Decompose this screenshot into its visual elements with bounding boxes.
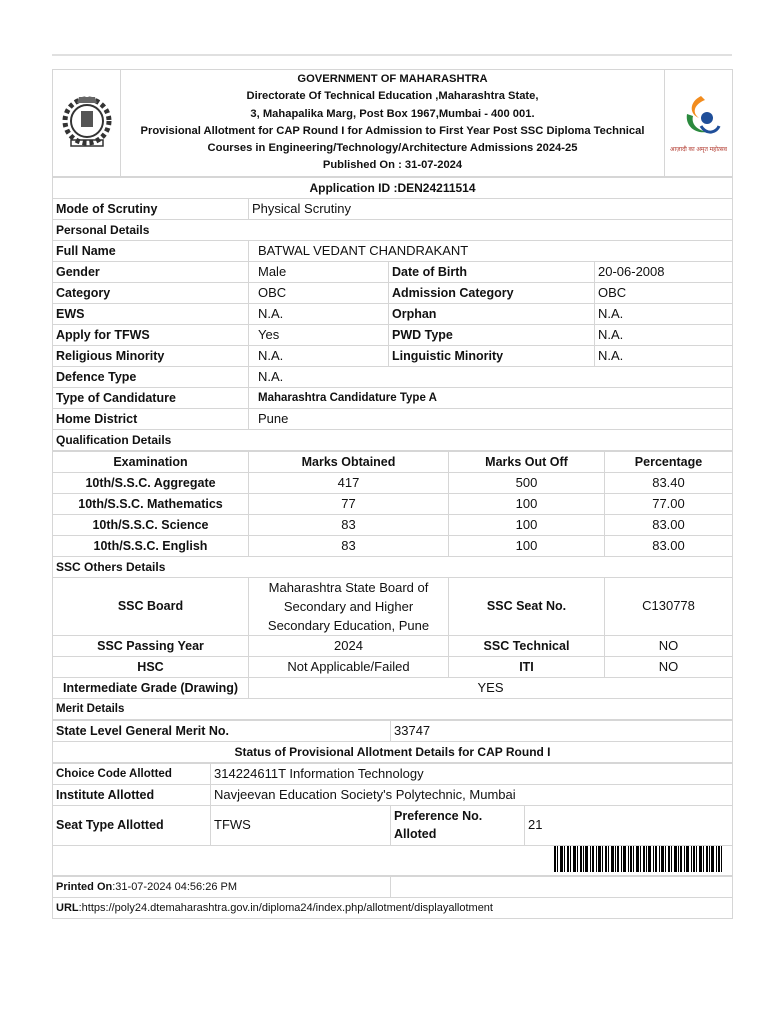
header-text [121,70,664,176]
marks-out-off: 100 [449,493,605,514]
pwd-value: N.A. [595,324,733,345]
marks-obtained: 83 [249,535,449,556]
url-value[interactable]: :https://poly24.dtemaharashtra.gov.in/diploma24/index.php/allotment/displayallotment [78,901,493,914]
linguistic-minority-label: Linguistic Minority [389,345,595,366]
admission-category-label: Admission Category [389,282,595,303]
url-label: URL [56,901,79,914]
page-url [53,897,733,918]
candidature-label: Type of Candidature [53,387,249,408]
merit-label: State Level General Merit No. [53,720,391,741]
table-row [53,514,733,535]
col-examination: Examination [53,451,249,472]
header-line-5: Courses in Engineering/Technology/Architecture Admissions 2024-25 [207,142,578,155]
merit-table [52,720,733,763]
percentage: 83.40 [605,472,733,493]
ssc-others-title: SSC Others Details [53,556,733,577]
preference-value: 21 [525,805,733,845]
ssc-board-label: SSC Board [53,577,249,635]
exam-name: 10th/S.S.C. Mathematics [53,493,249,514]
barcode-graphic [554,846,722,872]
header-line-2: Directorate Of Technical Education ,Maharashtra State, [246,90,539,103]
tfws-label: Apply for TFWS [53,324,249,345]
qualification-table [52,451,733,720]
amrit-mahotsav-icon [671,92,727,144]
header-line-6: Published On : 31-07-2024 [322,159,463,172]
defence-type-label: Defence Type [53,366,249,387]
ssc-seat-value: C130778 [605,577,733,635]
hsc-value: Not Applicable/Failed [249,656,449,677]
full-name-label: Full Name [53,240,249,261]
percentage: 77.00 [605,493,733,514]
footer-table [52,876,733,919]
exam-name: 10th/S.S.C. Science [53,514,249,535]
category-label: Category [53,282,249,303]
header-line-4: Provisional Allotment for CAP Round I for Admission to First Year Post SSC Diploma Technical [140,124,645,137]
choice-code-label: Choice Code Allotted [53,763,211,784]
ews-value: N.A. [249,303,389,324]
defence-type-value: N.A. [249,366,733,387]
percentage: 83.00 [605,535,733,556]
full-name-value: BATWAL VEDANT CHANDRAKANT [249,240,733,261]
printed-on [53,876,391,897]
drawing-label: Intermediate Grade (Drawing) [53,677,249,698]
amrit-mahotsav-logo [665,70,733,177]
personal-table [52,177,733,451]
ssc-seat-label: SSC Seat No. [449,577,605,635]
ssc-technical-value: NO [605,635,733,656]
gender-label: Gender [53,261,249,282]
col-marks-obtained: Marks Obtained [249,451,449,472]
dob-label: Date of Birth [389,261,595,282]
header-line-3: 3, Mahapalika Marg, Post Box 1967,Mumbai - 400 001. [250,107,535,120]
candidature-value: Maharashtra Candidature Type A [249,387,733,408]
header-line-1: GOVERNMENT OF MAHARASHTRA [297,73,488,85]
marks-out-off: 500 [449,472,605,493]
table-row [53,535,733,556]
col-marks-out-off: Marks Out Off [449,451,605,472]
religious-minority-label: Religious Minority [53,345,249,366]
exam-name: 10th/S.S.C. English [53,535,249,556]
choice-code-value: 314224611T Information Technology [211,763,733,784]
seat-type-label: Seat Type Allotted [53,805,211,845]
ssc-board-value: Maharashtra State Board of Secondary and Higher Secondary Education, Pune [249,577,449,635]
institute-value: Navjeevan Education Society's Polytechnic, Mumbai [211,784,733,805]
merit-details-title: Merit Details [53,698,733,719]
header-table [52,69,733,177]
iti-value: NO [605,656,733,677]
home-district-label: Home District [53,408,249,429]
orphan-label: Orphan [389,303,595,324]
footer-empty-cell [391,876,733,897]
barcode-cell [53,845,733,875]
home-district-value: Pune [249,408,733,429]
table-row [53,493,733,514]
col-percentage: Percentage [605,451,733,472]
marks-obtained: 83 [249,514,449,535]
dte-emblem-logo [53,70,121,177]
barcode-icon [53,846,732,874]
marks-obtained: 417 [249,472,449,493]
printed-on-label: Printed On [56,880,113,893]
table-row [53,472,733,493]
drawing-value: YES [249,677,733,698]
amrit-logo-text: आज़ादी का अमृत महोत्सव [669,146,728,153]
allotment-title: Status of Provisional Allotment Details for CAP Round I [53,741,733,762]
linguistic-minority-value: N.A. [595,345,733,366]
gear-emblem-icon [57,91,117,151]
exam-name: 10th/S.S.C. Aggregate [53,472,249,493]
marks-obtained: 77 [249,493,449,514]
ssc-year-value: 2024 [249,635,449,656]
orphan-value: N.A. [595,303,733,324]
mode-of-scrutiny-label: Mode of Scrutiny [53,198,249,219]
preference-label: Preference No. Alloted [391,805,525,845]
tfws-value: Yes [249,324,389,345]
admission-category-value: OBC [595,282,733,303]
hsc-label: HSC [53,656,249,677]
mode-of-scrutiny-value: Physical Scrutiny [249,198,733,219]
top-divider [52,54,732,56]
ssc-technical-label: SSC Technical [449,635,605,656]
marks-out-off: 100 [449,535,605,556]
ssc-year-label: SSC Passing Year [53,635,249,656]
seat-type-value: TFWS [211,805,391,845]
qualification-details-title: Qualification Details [53,429,733,450]
personal-details-title: Personal Details [53,219,733,240]
institute-label: Institute Allotted [53,784,211,805]
category-value: OBC [249,282,389,303]
gender-value: Male [249,261,389,282]
merit-value: 33747 [391,720,733,741]
dob-value: 20-06-2008 [595,261,733,282]
iti-label: ITI [449,656,605,677]
pwd-label: PWD Type [389,324,595,345]
allotment-table [52,763,733,876]
marks-out-off: 100 [449,514,605,535]
ews-label: EWS [53,303,249,324]
religious-minority-value: N.A. [249,345,389,366]
allotment-document [52,69,732,919]
percentage: 83.00 [605,514,733,535]
printed-on-value: :31-07-2024 04:56:26 PM [112,880,237,893]
application-id: Application ID :DEN24211514 [53,177,733,198]
